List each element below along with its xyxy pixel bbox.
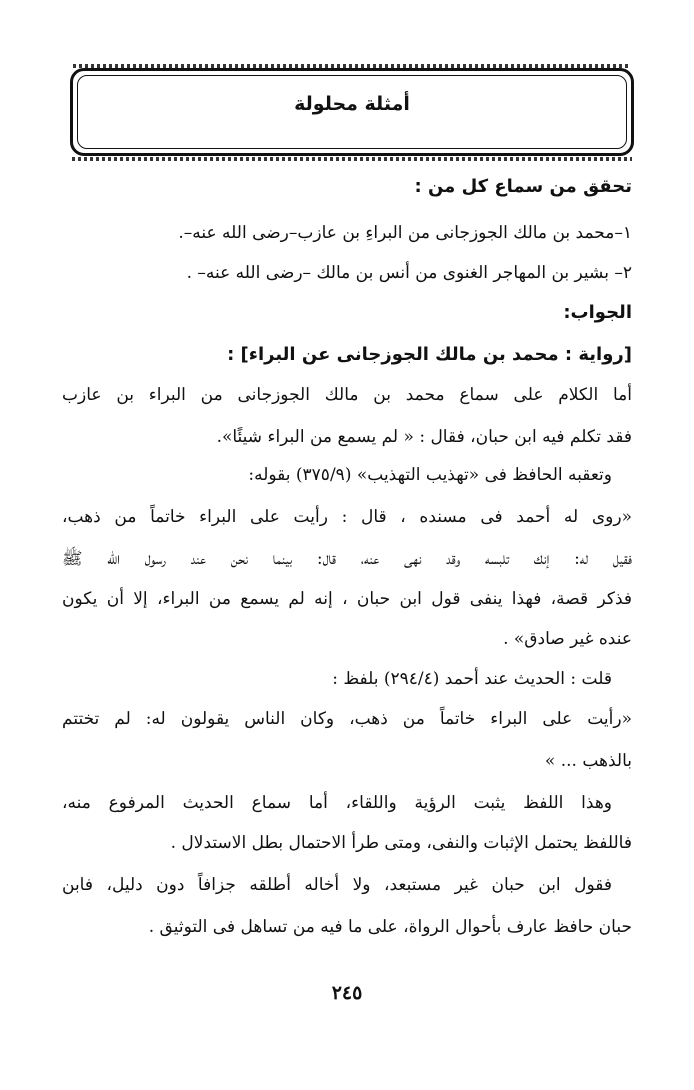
section-title: أمثلة محلولة xyxy=(294,93,410,115)
quote-line: «رأيت على البراء خاتماً من ذهب، وكان الناس يقولون له: لم تختتم xyxy=(62,709,632,729)
answer-heading: الجواب: xyxy=(563,302,632,323)
quote-line: فذكر قصة، فهذا ينفى قول ابن حبان ، إنه لم يسمع من البراء، إلا أن يكون xyxy=(62,589,632,609)
question-heading: تحقق من سماع كل من : xyxy=(414,176,632,197)
paragraph-line: فقول ابن حبان غير مستبعد، ولا أخاله أطلقه جزافاً دون دليل، فابن xyxy=(62,875,612,895)
paragraph-line: قلت : الحديث عند أحمد (٢٩٤/٤) بلفظ : xyxy=(332,669,612,689)
header-frame xyxy=(70,68,634,156)
question-item-2: ٢– بشير بن المهاجر الغنوى من أنس بن مالك –رضى الله عنه– . xyxy=(186,263,632,283)
page-number: ٢٤٥ xyxy=(331,982,363,1004)
paragraph-line: فقد تكلم فيه ابن حبان، فقال : « لم يسمع من البراء شيئًا». xyxy=(216,427,632,447)
paragraph-line: وتعقبه الحافظ فى «تهذيب التهذيب» (٣٧٥/٩) بقوله: xyxy=(248,465,612,485)
paragraph-line: وهذا اللفظ يثبت الرؤية واللقاء، أما سماع الحديث المرفوع منه، xyxy=(62,793,612,813)
paragraph-line: أما الكلام على سماع محمد بن مالك الجوزجانى من البراء بن عازب xyxy=(62,385,632,405)
quote-line: فقيل له: إنك تلبسه وقد نهى عنه، قال: بينما نحن عند رسول الله ﷺ xyxy=(62,549,632,569)
quote-line: عنده غير صادق» . xyxy=(503,629,632,649)
paragraph-line: فاللفظ يحتمل الإثبات والنفى، ومتى طرأ الاحتمال بطل الاستدلال . xyxy=(170,833,632,853)
paragraph-line: حبان حافظ عارف بأحوال الرواة، على ما فيه من تساهل فى التوثيق . xyxy=(148,917,632,937)
quote-line: «روى له أحمد فى مسنده ، قال : رأيت على البراء خاتماً من ذهب، xyxy=(62,507,632,527)
quote-line: بالذهب ... » xyxy=(544,751,632,771)
header-decorative-edge xyxy=(72,157,632,161)
question-item-1: ١–محمد بن مالك الجوزجانى من البراءِ بن عازب–رضى الله عنه–. xyxy=(178,223,632,243)
subsection-heading: [رواية : محمد بن مالك الجوزجانى عن البراء] : xyxy=(227,344,632,365)
